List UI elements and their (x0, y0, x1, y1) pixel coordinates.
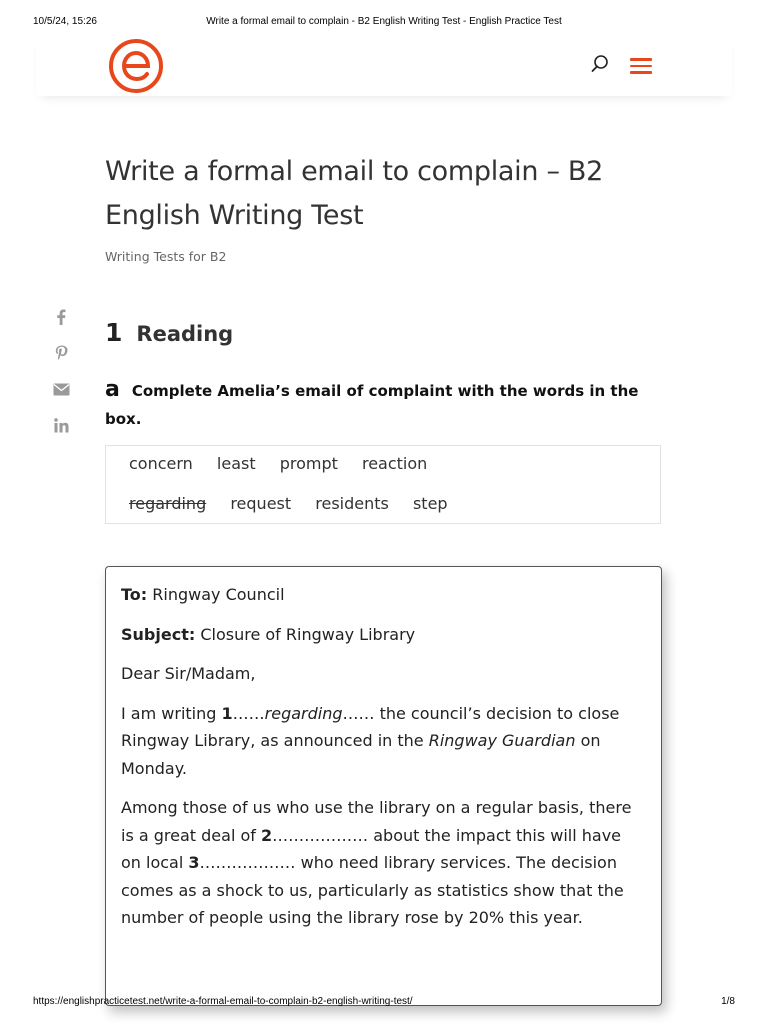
email-text: on Monday. (121, 731, 601, 778)
newspaper-name: Ringway Guardian (428, 731, 576, 750)
site-header (36, 32, 732, 96)
email-card (105, 566, 662, 1006)
gap-number: 3 (188, 853, 200, 872)
word-box-row-1 (129, 454, 446, 473)
page-title-line-1: Write a formal email to complain – B2 (105, 156, 604, 187)
gap-dots: …… (342, 703, 375, 723)
print-page-number: 1/8 (721, 996, 735, 1007)
email-text: the council’s decision to close Ringway Library, as announced in the (121, 703, 620, 750)
email-greeting: Dear Sir/Madam, (121, 664, 256, 683)
page-title (105, 150, 665, 238)
email-subject-label: Subject: (121, 624, 196, 644)
email-text: about the impact this will have on local (121, 825, 622, 872)
gap-answer: regarding (264, 703, 343, 723)
email-text: Among those of us who use the library on a regular basis, there is a great deal of (121, 798, 632, 845)
word-box-item: reaction (361, 454, 428, 473)
word-box-item: step (412, 494, 448, 513)
email-body (121, 581, 641, 944)
email-icon[interactable] (50, 378, 72, 400)
word-box-item: least (216, 454, 256, 473)
hamburger-menu-icon[interactable] (630, 58, 652, 74)
word-box-item: prompt (279, 454, 338, 473)
gap-dots: …… (232, 703, 265, 723)
email-paragraph-2 (121, 794, 641, 932)
print-footer (0, 996, 768, 1010)
pinterest-icon[interactable] (50, 342, 72, 364)
section-title: Reading (136, 322, 234, 346)
email-to-label: To: (121, 585, 148, 604)
email-subject-value: Closure of Ringway Library (200, 624, 416, 644)
linkedin-icon[interactable] (50, 414, 72, 436)
email-subject-line (121, 621, 641, 649)
print-header (0, 16, 768, 30)
gap-number: 1 (221, 703, 233, 723)
section-number: 1 (105, 318, 123, 347)
word-box-item: residents (315, 494, 389, 513)
facebook-icon[interactable] (50, 306, 72, 328)
exercise-instruction-text: Complete Amelia’s email of complaint with the words in the box. (105, 382, 639, 428)
gap-dots: ……………… (272, 825, 369, 845)
word-box-item: request (230, 494, 292, 513)
exercise-instruction (105, 376, 665, 433)
section-heading (105, 318, 233, 347)
word-box-item-used: regarding (129, 494, 207, 513)
email-text: who need library services. The decision comes as a shock to us, particularly as statistics show that the number of people using the library rose by 20% this year. (121, 853, 624, 927)
print-title: Write a formal email to complain - B2 English Writing Test - English Practice Test (206, 16, 562, 27)
email-text: I am writing (121, 703, 222, 723)
email-paragraph-1 (121, 700, 641, 783)
gap-number: 2 (261, 825, 273, 845)
email-to-value: Ringway Council (152, 585, 285, 604)
word-box-item: concern (129, 454, 193, 473)
email-to-line (121, 581, 641, 609)
gap-dots: ……………… (199, 853, 296, 872)
word-box-row-2 (129, 494, 467, 513)
word-box (105, 445, 661, 524)
e-circle-logo-icon[interactable] (107, 37, 165, 95)
page-title-line-2: English Writing Test (105, 200, 364, 231)
category-link[interactable]: Writing Tests for B2 (105, 249, 227, 264)
search-icon[interactable] (590, 54, 610, 74)
print-url: https://englishpracticetest.net/write-a-formal-email-to-complain-b2-english-writing-test/ (33, 996, 413, 1007)
exercise-letter: a (105, 377, 120, 402)
print-date: 10/5/24, 15:26 (33, 16, 97, 27)
